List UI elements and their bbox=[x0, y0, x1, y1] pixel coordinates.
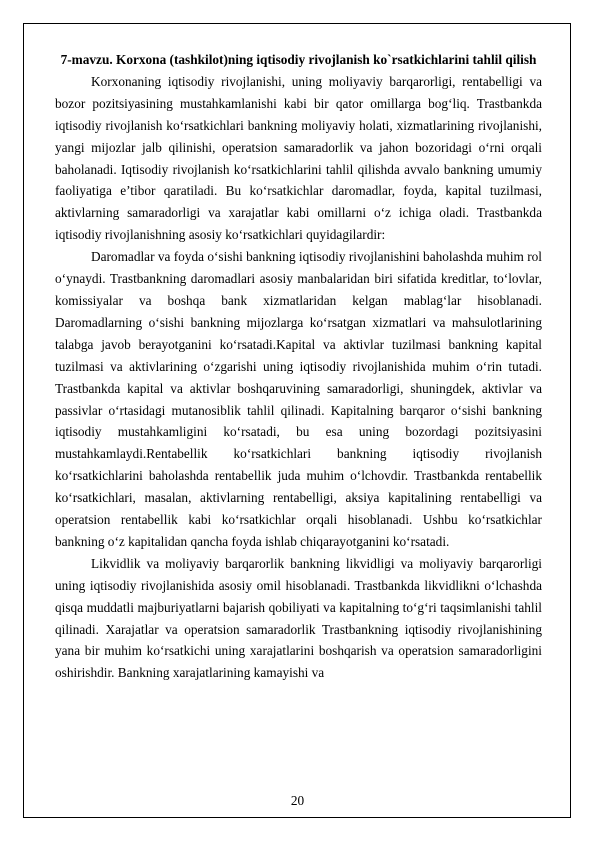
paragraph-income-capital-profitability: Daromadlar va foyda o‘sishi bankning iqtisodiy rivojlanishini baholashda muhim rol o‘ynaydi. Trastbankning daromadlari asosiy manbalaridan biri sifatida kreditlar, to‘lovlar, komissiyalar va boshqa bank xizmatlaridan kelgan mablag‘lar hisoblanadi. Daromadlarning o‘sishi bankning mijozlarga ko‘rsatgan xizmatlari va mahsulotlarining talabga javob berayotganini ko‘rsatadi.Kapital va aktivlar tuzilmasi bankning kapital tuzilmasi va aktivlarining o‘zgarishi uning iqtisodiy rivojlanishida muhim o‘rin tutadi. Trastbankda kapital va aktivlar boshqaruvining samaradorligi, shuningdek, aktivlar va passivlar o‘rtasidagi mutanosiblik tahlil qilinadi. Kapitalning barqaror o‘sishi bankning iqtisodiy mustahkamligini ko‘rsatadi, bu esa uning bozordagi pozitsiyasini mustahkamlaydi.Rentabellik ko‘rsatkichlari bankning iqtisodiy rivojlanish ko‘rsatkichlarini baholashda rentabellik juda muhim o‘lchovdir. Trastbankda rentabellik ko‘rsatkichlari, masalan, aktivlarning rentabelligi, aksiya kapitalining rentabelligi va operatsion rentabellik kabi ko‘rsatkichlar orqali hisoblanadi. Ushbu ko‘rsatkichlar bankning o‘z kapitalidan qancha foyda ishlab chiqarayotganini ko‘rsatadi. bbox=[55, 249, 542, 549]
page-number: 20 bbox=[290, 793, 305, 808]
page-content bbox=[55, 49, 542, 684]
section-heading: 7-mavzu. Korxona (tashkilot)ning iqtisodiy rivojlanish ko`rsatkichlarini tahlil qilish bbox=[60, 52, 537, 67]
paragraph-liquidity-expenses: Likvidlik va moliyaviy barqarorlik bankning likvidligi va moliyaviy barqarorligi uning iqtisodiy rivojlanishida asosiy omil hisoblanadi. Trastbankda likvidlikni o‘lchashda qisqa muddatli majburiyatlarni bajarish qobiliyati va kapitalning to‘g‘ri taqsimlanishi tahlil qilinadi. Xarajatlar va operatsion samaradorlik Trastbankning iqtisodiy rivojlanishining yana bir muhim ko‘rsatkichi uning xarajatlarini boshqarish va operatsion samaradorligini oshirishdir. Bankning xarajatlarining kamayishi va bbox=[55, 555, 542, 681]
paragraph-intro: Korxonaning iqtisodiy rivojlanishi, uning moliyaviy barqarorligi, rentabelligi va bozor pozitsiyasining mustahkamlanishi kabi bir qator omillarga bog‘liq. Trastbankda iqtisodiy rivojlanish ko‘rsatkichlari bankning moliyaviy holati, xizmatlarining rivojlanishi, yangi mijozlar jalb qilinishi, operatsion samaradorlik va jahon bozoridagi o‘rni orqali baholanadi. Iqtisodiy rivojlanish ko‘rsatkichlarini tahlil qilishda avvalo bankning umumiy faoliyatiga e’tibor qaratiladi. Bu ko‘rsatkichlar daromadlar, foyda, kapital tuzilmasi, aktivlarning samaradorligi va xarajatlar kabi omillarni o‘z ichiga oladi. Trastbankda iqtisodiy rivojlanishning asosiy ko‘rsatkichlari quyidagilardir: bbox=[55, 73, 542, 243]
